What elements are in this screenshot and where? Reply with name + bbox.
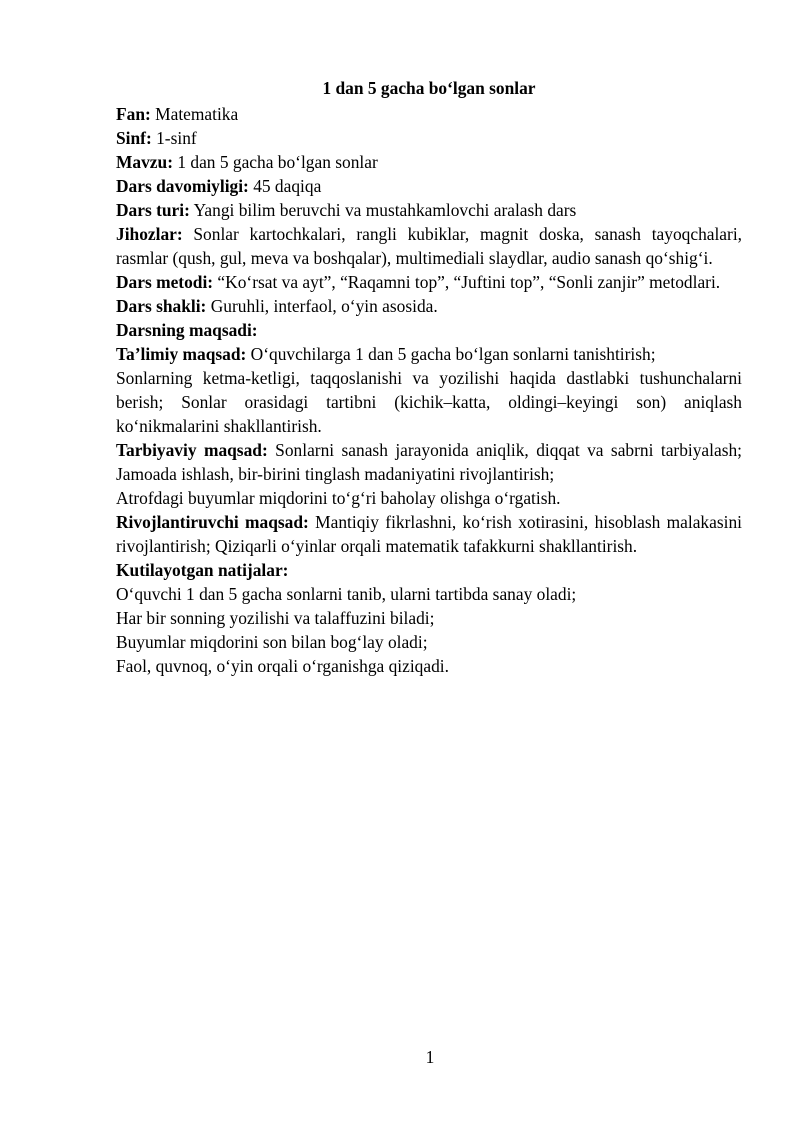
field-label: Jihozlar: bbox=[116, 224, 183, 244]
field-value: Yangi bilim beruvchi va mustahkamlovchi aralash dars bbox=[189, 200, 577, 220]
field-value: 1 dan 5 gacha bo‘lgan sonlar bbox=[173, 152, 378, 172]
field-mavzu bbox=[116, 150, 742, 174]
field-label: Mavzu: bbox=[116, 152, 173, 172]
maqsad-heading: Darsning maqsadi: bbox=[116, 320, 258, 340]
field-label: Dars davomiyligi: bbox=[116, 176, 249, 196]
field-fan bbox=[116, 102, 742, 126]
tarbiyaviy-label: Tarbiyaviy maqsad: bbox=[116, 440, 268, 460]
natija-item: Har bir sonning yozilishi va talaffuzini biladi; bbox=[116, 608, 435, 628]
field-metodi bbox=[116, 270, 742, 294]
rivojlantiruvchi-label: Rivojlantiruvchi maqsad: bbox=[116, 512, 309, 532]
rivojlantiruvchi-value: Mantiqiy fikrlashni, ko‘rish xotirasini, hisoblash malakasini rivojlantirish; Qiziqarli o‘yinlar orqali matematik tafakkurni shakllantirish. bbox=[116, 512, 742, 556]
field-value: Matematika bbox=[150, 104, 239, 124]
natija-item: Faol, quvnoq, o‘yin orqali o‘rganishga qiziqadi. bbox=[116, 656, 449, 676]
field-sinf bbox=[116, 126, 742, 150]
talimiy-maqsad bbox=[116, 342, 742, 366]
field-davomiylik bbox=[116, 174, 742, 198]
talimiy-label: Ta’limiy maqsad: bbox=[116, 344, 247, 364]
field-value: Sonlar kartochkalari, rangli kubiklar, magnit doska, sanash tayoqchalari, rasmlar (qush, gul, meva va boshqalar), multimediali slaydlar, audio sanash qo‘shig‘i. bbox=[116, 224, 742, 268]
document-body bbox=[116, 76, 742, 678]
field-label: Fan: bbox=[116, 104, 151, 124]
tarbiyaviy-maqsad bbox=[116, 438, 742, 486]
field-shakli bbox=[116, 294, 742, 318]
natija-item: Buyumlar miqdorini son bilan bog‘lay oladi; bbox=[116, 632, 428, 652]
natijalar-heading: Kutilayotgan natijalar: bbox=[116, 560, 289, 580]
field-label: Dars shakli: bbox=[116, 296, 207, 316]
talimiy-value: O‘quvchilarga 1 dan 5 gacha bo‘lgan sonlarni tanishtirish; bbox=[246, 344, 656, 364]
talimiy-extra: Sonlarning ketma-ketligi, taqqoslanishi va yozilishi haqida dastlabki tushunchalarni berish; Sonlar orasidagi tartibni (kichik–katta, oldingi–keyingi son) aniqlash ko‘nikmalarini shakllantirish. bbox=[116, 368, 742, 436]
field-value: Guruhli, interfaol, o‘yin asosida. bbox=[206, 296, 438, 316]
field-label: Dars turi: bbox=[116, 200, 190, 220]
field-turi bbox=[116, 198, 742, 222]
field-value: 45 daqiqa bbox=[248, 176, 322, 196]
field-value: 1-sinf bbox=[151, 128, 197, 148]
rivojlantiruvchi-maqsad bbox=[116, 510, 742, 558]
field-jihozlar bbox=[116, 222, 742, 270]
field-label: Dars metodi: bbox=[116, 272, 214, 292]
field-label: Sinf: bbox=[116, 128, 152, 148]
natija-item: O‘quvchi 1 dan 5 gacha sonlarni tanib, ularni tartibda sanay oladi; bbox=[116, 584, 577, 604]
page-number: 1 bbox=[425, 1047, 435, 1067]
tarbiyaviy-value: Sonlarni sanash jarayonida aniqlik, diqqat va sabrni tarbiyalash; Jamoada ishlash, bir-birini tinglash madaniyatini rivojlantirish; bbox=[116, 440, 742, 484]
tarbiyaviy-extra: Atrofdagi buyumlar miqdorini to‘g‘ri baholay olishga o‘rgatish. bbox=[116, 488, 561, 508]
field-value: “Ko‘rsat va ayt”, “Raqamni top”, “Juftini top”, “Sonli zanjir” metodlari. bbox=[213, 272, 721, 292]
document-title: 1 dan 5 gacha bo‘lgan sonlar bbox=[322, 78, 536, 98]
